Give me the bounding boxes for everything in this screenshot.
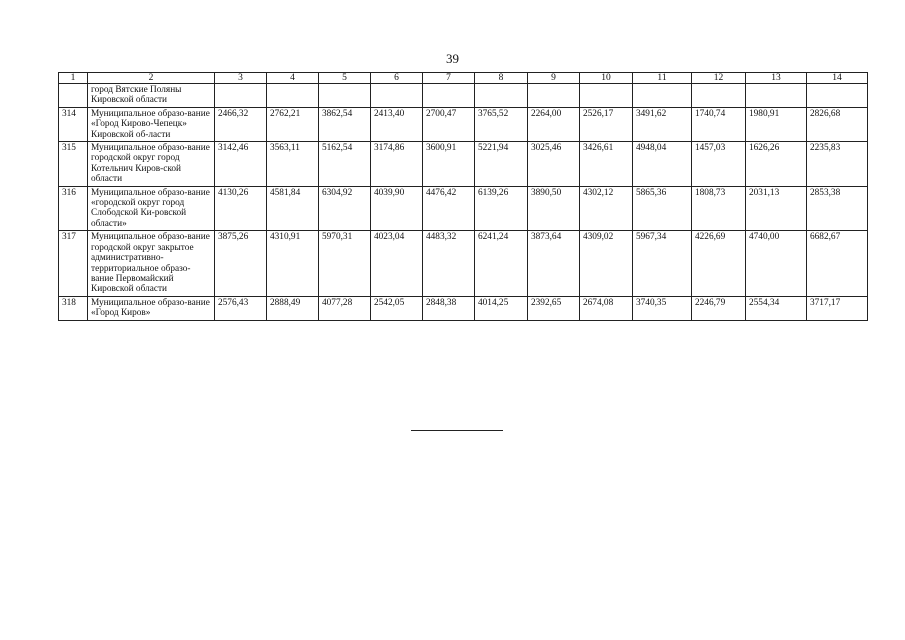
value-cell [692, 84, 746, 108]
value-cell: 4740,00 [746, 231, 807, 296]
value-cell: 4581,84 [267, 186, 319, 231]
row-index: 316 [59, 186, 88, 231]
value-cell: 2031,13 [746, 186, 807, 231]
value-cell: 1808,73 [692, 186, 746, 231]
value-cell: 4130,26 [215, 186, 267, 231]
value-cell: 2246,79 [692, 296, 746, 320]
column-header-13: 13 [746, 73, 807, 84]
value-cell: 4039,90 [371, 186, 423, 231]
value-cell [215, 84, 267, 108]
column-header-4: 4 [267, 73, 319, 84]
value-cell: 2853,38 [807, 186, 868, 231]
table-header [59, 73, 868, 84]
municipality-name: Муниципальное образо-вание «городской округ город Слободской Ки-ровской области» [88, 186, 215, 231]
value-cell: 2888,49 [267, 296, 319, 320]
value-cell [475, 84, 528, 108]
value-cell: 4948,04 [633, 142, 692, 187]
value-cell [371, 84, 423, 108]
value-cell: 2413,40 [371, 107, 423, 141]
value-cell: 3765,52 [475, 107, 528, 141]
value-cell: 6304,92 [319, 186, 371, 231]
value-cell [746, 84, 807, 108]
municipality-name: Муниципальное образо-вание городской округ город Котельнич Киров-ской области [88, 142, 215, 187]
column-header-11: 11 [633, 73, 692, 84]
column-header-7: 7 [423, 73, 475, 84]
value-cell [267, 84, 319, 108]
separator-line [411, 430, 503, 431]
column-header-3: 3 [215, 73, 267, 84]
value-cell: 6241,24 [475, 231, 528, 296]
column-header-2: 2 [88, 73, 215, 84]
municipality-name: Муниципальное образо-вание городской округ закрытое административно-территориальное образо-вание Первомайский Кировской области [88, 231, 215, 296]
value-cell [807, 84, 868, 108]
column-header-8: 8 [475, 73, 528, 84]
value-cell: 4226,69 [692, 231, 746, 296]
value-cell: 4310,91 [267, 231, 319, 296]
value-cell: 5865,36 [633, 186, 692, 231]
value-cell: 2762,21 [267, 107, 319, 141]
row-index: 315 [59, 142, 88, 187]
value-cell: 2392,65 [528, 296, 580, 320]
value-cell: 1740,74 [692, 107, 746, 141]
value-cell: 3426,61 [580, 142, 633, 187]
value-cell [319, 84, 371, 108]
value-cell: 4023,04 [371, 231, 423, 296]
column-header-14: 14 [807, 73, 868, 84]
value-cell: 3025,46 [528, 142, 580, 187]
table-row [59, 296, 868, 320]
value-cell: 6682,67 [807, 231, 868, 296]
table-body [59, 84, 868, 321]
value-cell: 1980,91 [746, 107, 807, 141]
value-cell: 4302,12 [580, 186, 633, 231]
value-cell: 2466,32 [215, 107, 267, 141]
value-cell: 5162,54 [319, 142, 371, 187]
value-cell: 2576,43 [215, 296, 267, 320]
table-row [59, 107, 868, 141]
value-cell: 2264,00 [528, 107, 580, 141]
value-cell: 4077,28 [319, 296, 371, 320]
column-header-5: 5 [319, 73, 371, 84]
column-header-1: 1 [59, 73, 88, 84]
value-cell: 4014,25 [475, 296, 528, 320]
value-cell: 3862,54 [319, 107, 371, 141]
municipality-name: Муниципальное образо-вание «Город Киров» [88, 296, 215, 320]
value-cell: 6139,26 [475, 186, 528, 231]
value-cell: 2526,17 [580, 107, 633, 141]
value-cell [423, 84, 475, 108]
header-row [59, 73, 868, 84]
row-index: 314 [59, 107, 88, 141]
value-cell [633, 84, 692, 108]
value-cell: 4309,02 [580, 231, 633, 296]
value-cell: 3717,17 [807, 296, 868, 320]
table-row [59, 231, 868, 296]
table-row [59, 186, 868, 231]
value-cell: 3890,50 [528, 186, 580, 231]
value-cell: 3563,11 [267, 142, 319, 187]
value-cell: 2674,08 [580, 296, 633, 320]
value-cell: 1457,03 [692, 142, 746, 187]
column-header-6: 6 [371, 73, 423, 84]
municipality-name: Муниципальное образо-вание «Город Кирово-Чепецк» Кировской об-ласти [88, 107, 215, 141]
value-cell: 3491,62 [633, 107, 692, 141]
column-header-12: 12 [692, 73, 746, 84]
data-table [58, 72, 868, 321]
table-row [59, 142, 868, 187]
row-index: 318 [59, 296, 88, 320]
value-cell [580, 84, 633, 108]
column-header-9: 9 [528, 73, 580, 84]
value-cell: 3740,35 [633, 296, 692, 320]
value-cell: 5970,31 [319, 231, 371, 296]
value-cell: 4483,32 [423, 231, 475, 296]
value-cell: 2235,83 [807, 142, 868, 187]
value-cell: 3174,86 [371, 142, 423, 187]
value-cell: 1626,26 [746, 142, 807, 187]
value-cell: 2848,38 [423, 296, 475, 320]
column-header-10: 10 [580, 73, 633, 84]
value-cell: 3875,26 [215, 231, 267, 296]
value-cell: 3873,64 [528, 231, 580, 296]
value-cell: 2554,34 [746, 296, 807, 320]
row-index: 317 [59, 231, 88, 296]
value-cell [528, 84, 580, 108]
value-cell: 4476,42 [423, 186, 475, 231]
value-cell: 3142,46 [215, 142, 267, 187]
value-cell: 5967,34 [633, 231, 692, 296]
row-index [59, 84, 88, 108]
table-row [59, 84, 868, 108]
value-cell: 2542,05 [371, 296, 423, 320]
value-cell: 2700,47 [423, 107, 475, 141]
page-number: 39 [446, 51, 459, 66]
value-cell: 3600,91 [423, 142, 475, 187]
value-cell: 2826,68 [807, 107, 868, 141]
value-cell: 5221,94 [475, 142, 528, 187]
municipality-name: город Вятские Поляны Кировской области [88, 84, 215, 108]
